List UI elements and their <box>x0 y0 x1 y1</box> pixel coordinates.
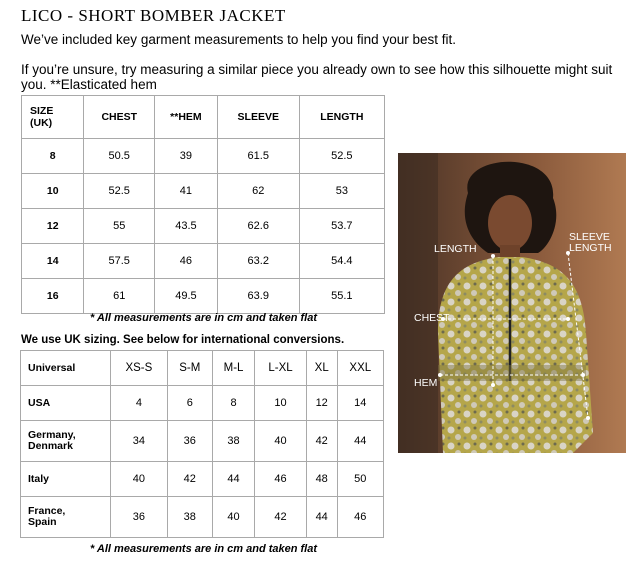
size-table-row <box>22 209 385 244</box>
size-value-cell: 62.6 <box>217 209 299 244</box>
size-value-cell: 39 <box>155 139 218 174</box>
conversion-value-cell: 40 <box>255 421 307 462</box>
size-value-cell: 55.1 <box>299 279 384 314</box>
size-table-column-header: LENGTH <box>299 96 384 139</box>
intro-detail-text: If you’re unsure, try measuring a similar piece you already own to see how this silhouette might suit you. **Elasticated hem <box>21 62 613 92</box>
size-value-cell: 41 <box>155 174 218 209</box>
hem-label: HEM <box>414 377 438 389</box>
size-label-cell: 16 <box>22 279 84 314</box>
size-value-cell: 53.7 <box>299 209 384 244</box>
size-column-header: SIZE (UK) <box>22 96 84 139</box>
size-value-cell: 50.5 <box>84 139 155 174</box>
conversion-value-cell: 38 <box>167 497 212 538</box>
conversion-value-cell: 40 <box>111 462 168 497</box>
conversion-value-cell: 38 <box>212 421 254 462</box>
conversion-value-cell: 42 <box>255 497 307 538</box>
conversion-table-row <box>21 351 384 386</box>
conversion-value-cell: 4 <box>111 386 168 421</box>
conversion-value-cell: 44 <box>212 462 254 497</box>
page-title: LICO - SHORT BOMBER JACKET <box>21 6 286 25</box>
size-measurement-table <box>21 95 385 314</box>
measurement-note: * All measurements are in cm and taken flat <box>90 312 318 324</box>
size-value-cell: 62 <box>217 174 299 209</box>
conversion-table-row <box>21 421 384 462</box>
size-table-row <box>22 279 385 314</box>
size-value-cell: 61 <box>84 279 155 314</box>
conversion-region-label: Universal <box>21 351 111 386</box>
conversion-value-cell: 46 <box>337 497 383 538</box>
size-table-column-header: SLEEVE <box>217 96 299 139</box>
conversion-region-label: Italy <box>21 462 111 497</box>
conversion-value-cell: XXL <box>337 351 383 386</box>
length-label: LENGTH <box>434 243 477 255</box>
conversion-value-cell: 48 <box>306 462 337 497</box>
measurement-note-2: * All measurements are in cm and taken flat <box>90 543 318 555</box>
size-value-cell: 53 <box>299 174 384 209</box>
conversion-value-cell: 14 <box>337 386 383 421</box>
conversion-value-cell: 8 <box>212 386 254 421</box>
size-value-cell: 63.2 <box>217 244 299 279</box>
intro-text: We’ve included key garment measurements to help you find your best fit. <box>21 32 456 47</box>
model-illustration <box>398 153 626 453</box>
sleeve-length-label <box>569 231 613 254</box>
conversion-value-cell: 12 <box>306 386 337 421</box>
size-value-cell: 61.5 <box>217 139 299 174</box>
conversion-table-row <box>21 497 384 538</box>
conversion-value-cell: 34 <box>111 421 168 462</box>
size-conversion-table <box>20 350 384 538</box>
conversion-region-label: France, Spain <box>21 497 111 538</box>
chest-label: CHEST <box>414 312 450 324</box>
conversion-value-cell: 50 <box>337 462 383 497</box>
size-table-header-row <box>22 96 385 139</box>
size-table-column-header: CHEST <box>84 96 155 139</box>
size-label-cell: 8 <box>22 139 84 174</box>
size-label-cell: 10 <box>22 174 84 209</box>
sleeve-label-line2: LENGTH <box>569 242 612 254</box>
conversion-value-cell: XL <box>306 351 337 386</box>
size-table-row <box>22 244 385 279</box>
conversion-value-cell: L-XL <box>255 351 307 386</box>
conversion-value-cell: 40 <box>212 497 254 538</box>
model-photo <box>398 153 626 453</box>
conversion-value-cell: M-L <box>212 351 254 386</box>
conversion-table-row <box>21 386 384 421</box>
uk-sizing-note: We use UK sizing. See below for international conversions. <box>21 334 345 346</box>
size-table-row <box>22 174 385 209</box>
conversion-region-label: Germany, Denmark <box>21 421 111 462</box>
size-table-column-header: **HEM <box>155 96 218 139</box>
conversion-value-cell: 42 <box>167 462 212 497</box>
size-label-cell: 14 <box>22 244 84 279</box>
size-label-cell: 12 <box>22 209 84 244</box>
conversion-value-cell: 36 <box>111 497 168 538</box>
conversion-value-cell: 42 <box>306 421 337 462</box>
size-value-cell: 49.5 <box>155 279 218 314</box>
size-value-cell: 57.5 <box>84 244 155 279</box>
size-value-cell: 43.5 <box>155 209 218 244</box>
conversion-value-cell: 10 <box>255 386 307 421</box>
conversion-table-row <box>21 462 384 497</box>
face-shape <box>488 195 532 251</box>
conversion-value-cell: 44 <box>337 421 383 462</box>
sleeve-label-line1: SLEEVE <box>569 231 610 243</box>
conversion-region-label: USA <box>21 386 111 421</box>
size-value-cell: 52.5 <box>299 139 384 174</box>
size-table-row <box>22 139 385 174</box>
conversion-value-cell: 36 <box>167 421 212 462</box>
size-value-cell: 55 <box>84 209 155 244</box>
conversion-value-cell: XS-S <box>111 351 168 386</box>
size-value-cell: 54.4 <box>299 244 384 279</box>
size-value-cell: 52.5 <box>84 174 155 209</box>
conversion-value-cell: 44 <box>306 497 337 538</box>
size-value-cell: 63.9 <box>217 279 299 314</box>
conversion-value-cell: 46 <box>255 462 307 497</box>
size-value-cell: 46 <box>155 244 218 279</box>
conversion-value-cell: 6 <box>167 386 212 421</box>
conversion-value-cell: S-M <box>167 351 212 386</box>
